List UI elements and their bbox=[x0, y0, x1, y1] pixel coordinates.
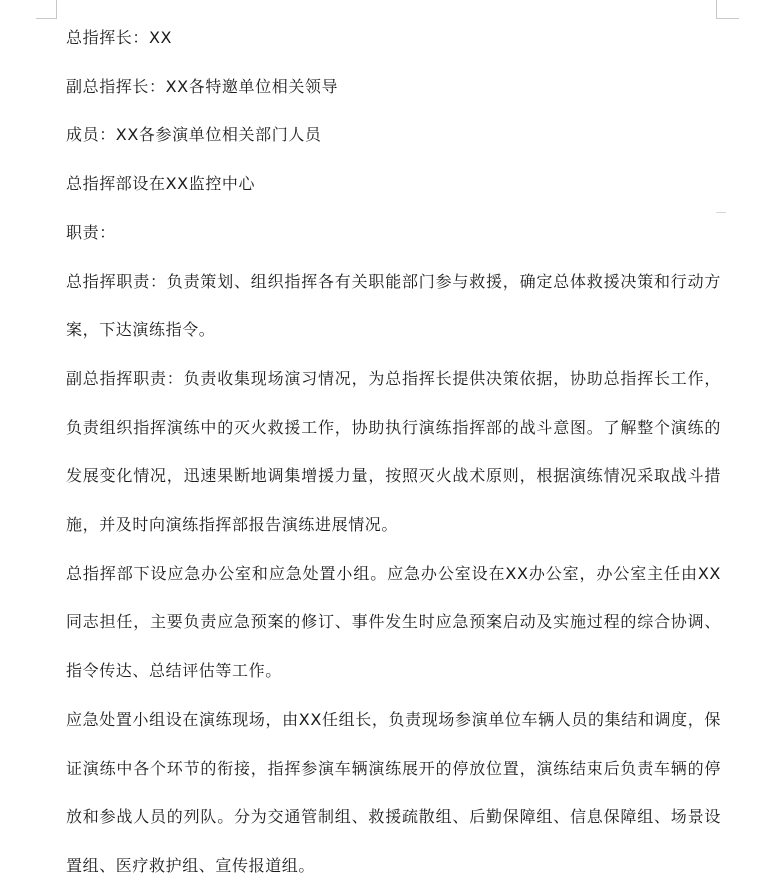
duties-heading: 职责： bbox=[66, 222, 116, 242]
emergency-team-paragraph: 应急处置小组设在演练现场，由XX任组长，负责现场参演单位车辆人员的集结和调度，保证演练中各个环节的衔接，指挥参演车辆演练展开的停放位置，演练结束后负责车辆的停放和参战人员的列队。分为交通管制组、救援疏散组、后勤保障组、信息保障组、场景设置组、医疗救护组、宣传报道组。 bbox=[66, 709, 721, 875]
crop-mark-top-left bbox=[36, 0, 57, 19]
deputy-duties-paragraph: 副总指挥职责：负责收集现场演习情况，为总指挥长提供决策依据，协助总指挥长工作，负责组织指挥演练中的灭火救援工作，协助执行演练指挥部的战斗意图。了解整个演练的发展变化情况，迅速果断地调集增援力量，按照灭火战术原则，根据演练情况采取战斗措施，并及时向演练指挥部报告演练进展情况。 bbox=[66, 368, 721, 535]
emergency-office-paragraph: 总指挥部下设应急办公室和应急处置小组。应急办公室设在XX办公室，办公室主任由XX同志担任，主要负责应急预案的修订、事件发生时应急预案启动及实施过程的综合协调、指令传达、总结评估等工作。 bbox=[66, 563, 721, 681]
headquarters-location-line: 总指挥部设在XX监控中心 bbox=[66, 174, 256, 194]
document-body bbox=[66, 14, 721, 891]
members-line: 成员：XX各参演单位相关部门人员 bbox=[66, 125, 322, 145]
commander-line: 总指挥长：XX bbox=[66, 28, 173, 47]
deputy-commander-line: 副总指挥长：XX各特邀单位相关领导 bbox=[66, 76, 339, 96]
chief-duties-paragraph: 总指挥职责：负责策划、组织指挥各有关职能部门参与救援，确定总体救援决策和行动方案，下达演练指令。 bbox=[66, 271, 721, 340]
